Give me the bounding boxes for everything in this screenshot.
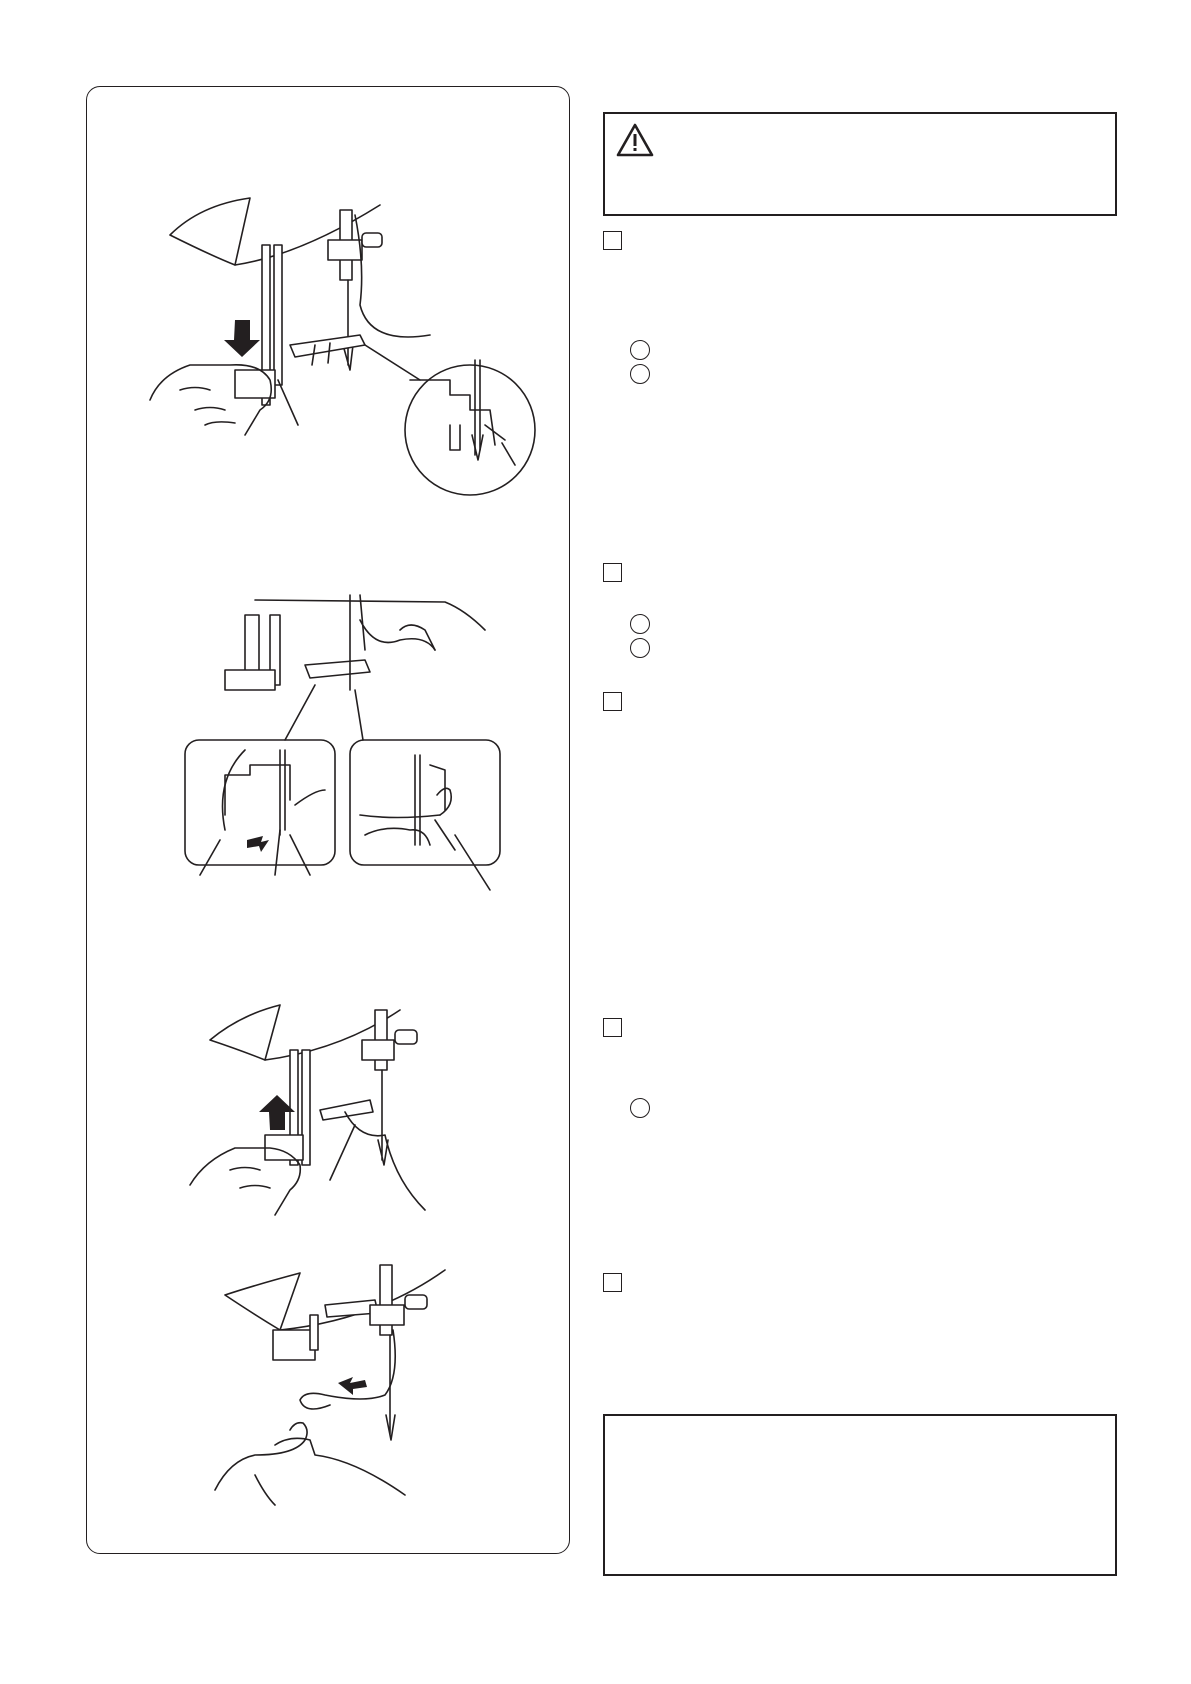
sub-step-marker [630,340,650,360]
sub-step-marker [630,614,650,634]
warning-triangle-icon [615,122,655,158]
note-frame-icon [603,1414,1117,1576]
step-box-icon [603,1273,622,1292]
thread-guide-hook-icon [185,590,515,900]
step-box-icon [603,231,622,250]
sub-step-marker [630,638,650,658]
needle-threader-lever-down-icon [150,195,530,525]
step-box-icon [603,1018,622,1037]
step-box-icon [603,563,622,582]
sub-step-marker [630,1098,650,1118]
sub-step-marker [630,364,650,384]
caution-box [603,112,1117,216]
pull-thread-loop-icon [215,1255,465,1505]
step-box-icon [603,692,622,711]
needle-threader-lever-up-icon [190,1000,480,1215]
